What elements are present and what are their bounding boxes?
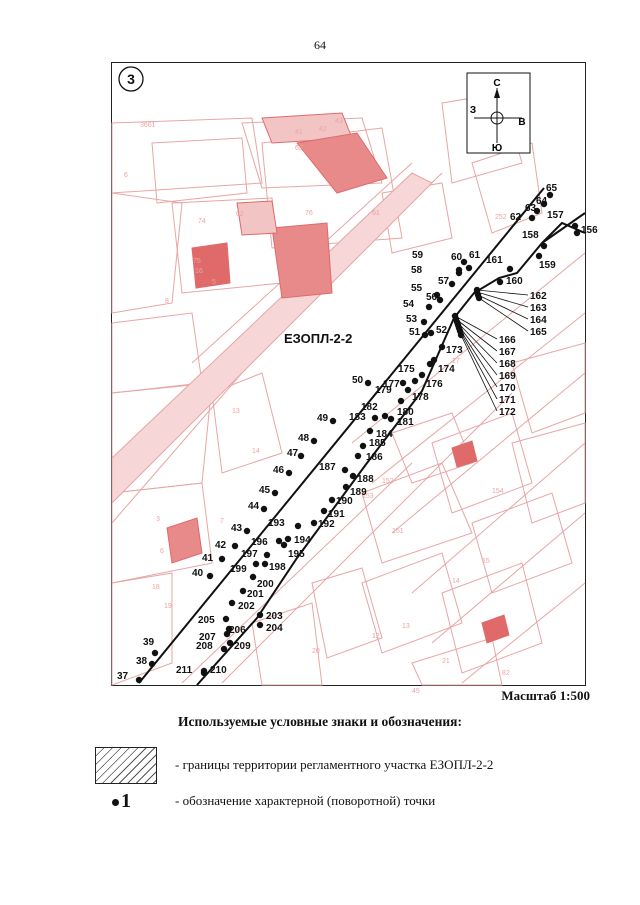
parcel-number: 152	[382, 478, 394, 485]
point-label: 180	[397, 407, 414, 418]
parcel-number: 14	[252, 448, 260, 455]
zone-label: ЕЗОПЛ-2-2	[284, 331, 353, 346]
turning-point	[330, 418, 336, 424]
turning-point	[476, 295, 482, 301]
point-label: 158	[522, 230, 539, 241]
point-label: 56	[426, 292, 438, 303]
turning-point	[449, 281, 455, 287]
point-label: 38	[136, 656, 148, 667]
point-label: 52	[436, 325, 448, 336]
turning-point	[152, 650, 158, 656]
turning-point	[342, 467, 348, 473]
leader-line	[478, 295, 528, 319]
parcel-number: 27	[452, 358, 460, 365]
point-label: 156	[581, 225, 598, 236]
turning-point	[223, 616, 229, 622]
parcel-number: 15	[482, 558, 490, 565]
turning-point	[219, 556, 225, 562]
parcel-number: 13	[232, 408, 240, 415]
point-label: 162	[530, 291, 547, 302]
parcel-number: 43	[335, 118, 343, 125]
point-label: 61	[469, 250, 481, 261]
turning-point	[529, 215, 535, 221]
turning-point	[149, 661, 155, 667]
point-label: 40	[192, 568, 204, 579]
parcel-number: 19	[164, 603, 172, 610]
point-label: 201	[247, 589, 264, 600]
turning-point	[360, 443, 366, 449]
parcel	[312, 568, 382, 658]
point-label: 43	[231, 523, 243, 534]
turning-point	[229, 600, 235, 606]
point-label: 205	[198, 615, 215, 626]
sheet-label: 3	[127, 71, 135, 87]
point-label: 183	[349, 412, 366, 423]
point-label: 62	[510, 212, 522, 223]
point-label: 199	[230, 564, 247, 575]
parcel-number: 153	[362, 493, 374, 500]
turning-point	[572, 223, 578, 229]
turning-point	[329, 497, 335, 503]
turning-point	[456, 267, 462, 273]
parcel-number: 41	[295, 129, 303, 136]
point-label: 200	[257, 579, 274, 590]
turning-point	[232, 543, 238, 549]
turning-point	[250, 574, 256, 580]
parcel-number: 252	[495, 214, 507, 221]
point-label: 46	[273, 465, 285, 476]
turning-point	[367, 428, 373, 434]
point-label: 163	[530, 303, 547, 314]
parcel-number: 151	[392, 528, 404, 535]
parcel-number: 6	[160, 548, 164, 555]
turning-point	[437, 297, 443, 303]
point-label: 208	[196, 641, 213, 652]
parcel-number: 63	[295, 145, 303, 152]
parcel-number: 61	[372, 210, 380, 217]
parcel-number: 75	[193, 258, 201, 265]
leader-line	[460, 331, 497, 399]
parcel-number: 42	[319, 126, 327, 133]
point-label: 211	[176, 665, 193, 676]
compass-rose	[467, 73, 530, 154]
point-label: 188	[357, 474, 374, 485]
point-label: 178	[412, 392, 429, 403]
parcel	[112, 313, 202, 393]
point-label: 191	[328, 509, 345, 520]
point-label: 44	[248, 501, 260, 512]
parcel-number: 3661	[140, 122, 156, 129]
compass-west: З	[469, 105, 477, 116]
point-label: 159	[539, 260, 556, 271]
turning-point	[311, 438, 317, 444]
turning-point	[244, 528, 250, 534]
point-label: 168	[499, 359, 516, 370]
turning-point	[574, 230, 580, 236]
point-label: 175	[398, 364, 415, 375]
point-label: 174	[438, 364, 455, 375]
point-label: 41	[202, 553, 214, 564]
building	[297, 133, 387, 193]
point-label: 48	[298, 433, 310, 444]
turning-point	[466, 265, 472, 271]
building	[272, 223, 332, 298]
turning-point	[536, 253, 542, 259]
turning-point	[311, 520, 317, 526]
turning-point	[221, 646, 227, 652]
turning-point	[405, 387, 411, 393]
legend-title: Используемые условные знаки и обозначения:	[178, 714, 462, 729]
point-label: 184	[376, 429, 393, 440]
point-label: 203	[266, 611, 283, 622]
point-label: 210	[210, 665, 227, 676]
point-label: 182	[361, 402, 378, 413]
turning-point	[321, 508, 327, 514]
point-label: 209	[234, 641, 251, 652]
point-label: 207	[199, 632, 216, 643]
point-label: 160	[506, 276, 523, 287]
point-label: 55	[411, 283, 423, 294]
building	[167, 518, 202, 563]
leader-line	[479, 298, 528, 331]
point-label: 49	[317, 413, 329, 424]
parcel-number: 74	[198, 218, 206, 225]
point-label: 165	[530, 327, 547, 338]
point-label: 54	[403, 299, 415, 310]
point-label: 186	[366, 452, 383, 463]
point-label: 157	[547, 210, 564, 221]
turning-point	[298, 453, 304, 459]
turning-point	[497, 279, 503, 285]
point-label: 194	[294, 535, 311, 546]
point-label: 39	[143, 637, 155, 648]
page-number: 64	[314, 38, 326, 52]
turning-point	[355, 453, 361, 459]
turning-point	[541, 243, 547, 249]
point-label: 64	[536, 196, 548, 207]
point-label: 171	[499, 395, 516, 406]
building	[237, 201, 277, 235]
point-label: 192	[318, 519, 335, 530]
point-label: 53	[406, 314, 418, 325]
parcel	[512, 343, 585, 433]
turning-point	[419, 372, 425, 378]
point-label: 45	[259, 485, 271, 496]
point-label: 169	[499, 371, 516, 382]
point-label: 50	[352, 375, 364, 386]
turning-point	[398, 398, 404, 404]
point-label: 57	[438, 276, 450, 287]
turning-point	[439, 344, 445, 350]
point-label: 206	[229, 625, 246, 636]
turning-point	[388, 416, 394, 422]
parcel-number: 82	[502, 670, 510, 677]
point-label: 166	[499, 335, 516, 346]
point-label: 170	[499, 383, 516, 394]
compass-north: С	[493, 78, 501, 89]
parcel-number: 6	[124, 172, 128, 179]
point-label: 63	[525, 203, 537, 214]
parcel-number: 3	[156, 516, 160, 523]
point-label: 198	[269, 562, 286, 573]
turning-point	[281, 542, 287, 548]
turning-point	[350, 473, 356, 479]
parcel-number: 7	[220, 518, 224, 525]
point-label: 195	[288, 549, 305, 560]
turning-point	[207, 573, 213, 579]
point-label: 193	[268, 518, 285, 529]
turning-point	[261, 506, 267, 512]
parcel-number: 8	[165, 298, 169, 305]
parcel	[112, 193, 182, 313]
parcel-number: 20	[312, 648, 320, 655]
point-label: 196	[251, 537, 268, 548]
point-label: 58	[411, 265, 423, 276]
parcel-number: 5	[212, 279, 216, 286]
turning-point	[427, 361, 433, 367]
parcel-number: 62	[236, 211, 244, 218]
point-label: 60	[451, 252, 463, 263]
legend-point-text: - обозначение характерной (поворотной) точки	[175, 793, 436, 808]
point-label: 51	[409, 327, 421, 338]
point-label: 59	[412, 250, 424, 261]
turning-point	[295, 523, 301, 529]
turning-point	[285, 536, 291, 542]
point-label: 47	[287, 448, 299, 459]
turning-point	[286, 470, 292, 476]
turning-point	[365, 380, 371, 386]
turning-point	[227, 640, 233, 646]
compass-east: В	[518, 117, 526, 128]
turning-point	[343, 484, 349, 490]
turning-point	[272, 490, 278, 496]
parcel-number: 18	[152, 584, 160, 591]
building	[482, 615, 509, 643]
point-label: 65	[546, 183, 558, 194]
parcel-number: 21	[442, 658, 450, 665]
point-label: 176	[426, 379, 443, 390]
parcel	[152, 138, 247, 203]
point-label: 161	[486, 255, 503, 266]
parcel	[472, 493, 572, 593]
parcel-number: 14	[452, 578, 460, 585]
turning-point	[257, 622, 263, 628]
point-label: 173	[446, 345, 463, 356]
legend-boundary-text: - границы территории регламентного участка ЕЗОПЛ-2-2	[175, 757, 494, 772]
building	[192, 243, 230, 288]
turning-point	[372, 415, 378, 421]
cadastral-map	[111, 62, 598, 695]
point-label: 189	[350, 487, 367, 498]
parcel-number: 16	[195, 268, 203, 275]
point-label: 37	[117, 671, 129, 682]
turning-point	[240, 588, 246, 594]
parcel-number: 154	[492, 488, 504, 495]
parcel-number: 76	[305, 210, 313, 217]
scale-label: Масштаб 1:500	[501, 688, 590, 703]
legend-point-number: 1	[121, 790, 131, 812]
point-label: 167	[499, 347, 516, 358]
point-label: 190	[336, 496, 353, 507]
parcel	[112, 118, 262, 193]
turning-point	[458, 332, 464, 338]
turning-point	[262, 561, 268, 567]
turning-point	[412, 378, 418, 384]
turning-point	[253, 561, 259, 567]
point-label: 42	[215, 540, 227, 551]
point-dot-icon	[112, 799, 119, 806]
turning-point	[400, 380, 406, 386]
point-label: 187	[319, 462, 336, 473]
parcel-number: 13	[402, 623, 410, 630]
point-label: 177	[383, 379, 400, 390]
compass-south: Ю	[491, 143, 503, 154]
turning-point	[136, 677, 142, 683]
point-label: 179	[375, 385, 392, 396]
point-label: 185	[369, 438, 386, 449]
turning-point	[276, 538, 282, 544]
point-label: 197	[241, 549, 258, 560]
legend-point-symbol	[112, 790, 131, 813]
point-label: 202	[238, 601, 255, 612]
turning-point	[507, 266, 513, 272]
turning-point	[422, 332, 428, 338]
leader-line	[458, 325, 497, 375]
parcel-number: 12	[372, 633, 380, 640]
point-label: 164	[530, 315, 547, 326]
turning-point	[264, 552, 270, 558]
point-label: 172	[499, 407, 516, 418]
parcel	[112, 573, 172, 685]
turning-point	[201, 670, 207, 676]
point-label: 204	[266, 623, 283, 634]
turning-point	[257, 612, 263, 618]
parcel	[512, 423, 585, 523]
turning-point	[426, 304, 432, 310]
turning-point	[421, 319, 427, 325]
turning-point	[428, 330, 434, 336]
boundary-hatch-symbol	[95, 747, 157, 784]
parcel-number: 45	[412, 688, 420, 695]
legend-boundary-row	[95, 747, 157, 784]
turning-point	[382, 413, 388, 419]
point-label: 181	[397, 417, 414, 428]
building	[452, 441, 477, 467]
